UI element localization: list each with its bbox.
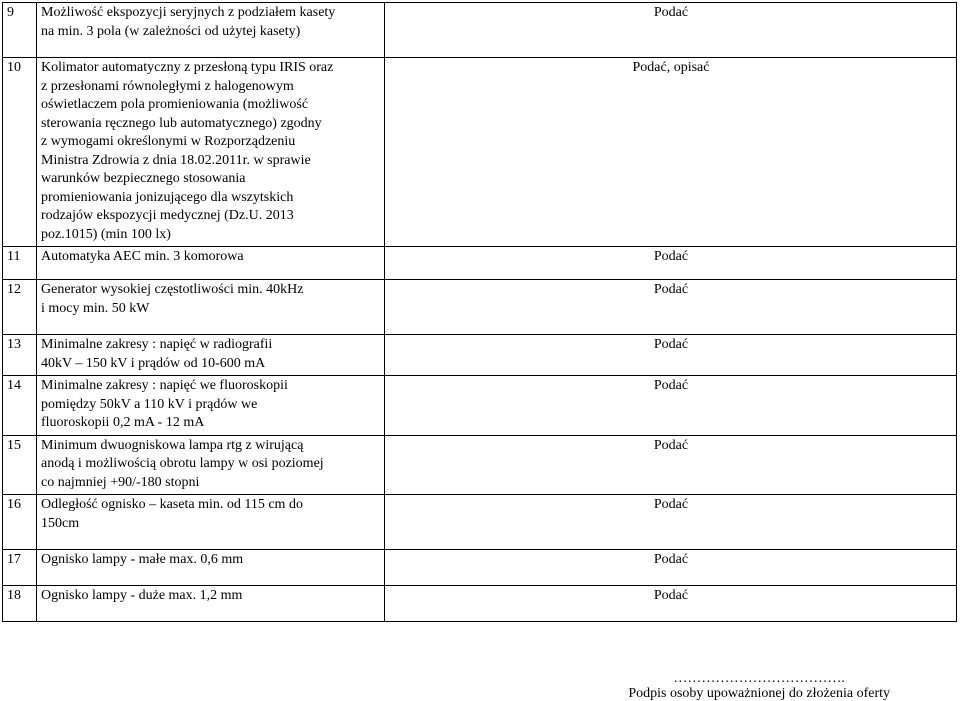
table-row bbox=[3, 550, 957, 586]
description-line: Ognisko lampy - duże max. 1,2 mm bbox=[41, 588, 243, 603]
row-description bbox=[37, 280, 385, 335]
row-description bbox=[37, 586, 385, 622]
row-requirement: Podać bbox=[385, 550, 957, 586]
description-line: Minimalne zakresy : napięć we fluoroskopii bbox=[41, 378, 288, 393]
row-description bbox=[37, 3, 385, 58]
description-line: anodą i możliwością obrotu lampy w osi poziomej bbox=[41, 456, 324, 471]
description-line: 40kV – 150 kV i prądów od 10-600 mA bbox=[41, 355, 266, 371]
description-line: co najmniej +90/-180 stopni bbox=[41, 474, 200, 490]
row-requirement: Podać bbox=[385, 247, 957, 280]
description-line: pomiędzy 50kV a 110 kV i prądów we bbox=[41, 396, 258, 412]
row-requirement: Podać bbox=[385, 435, 957, 495]
table-row bbox=[3, 435, 957, 495]
description-line: poz.1015) (min 100 lx) bbox=[41, 226, 171, 242]
description-line: Minimum dwuogniskowa lampa rtg z wirującą bbox=[41, 437, 304, 453]
row-requirement: Podać bbox=[385, 3, 957, 58]
row-requirement: Podać, opisać bbox=[385, 58, 957, 247]
description-line: z przesłonami równoległymi z halogenowym bbox=[41, 78, 294, 94]
description-line: na min. 3 pola (w zależności od użytej kasety) bbox=[41, 23, 301, 39]
row-description bbox=[37, 247, 385, 280]
row-number: 12 bbox=[3, 280, 37, 335]
row-number: 13 bbox=[3, 335, 37, 376]
row-description bbox=[37, 550, 385, 586]
table-row bbox=[3, 3, 957, 58]
table-row bbox=[3, 247, 957, 280]
table-row bbox=[3, 495, 957, 550]
description-line: 150cm bbox=[41, 515, 80, 531]
row-requirement: Podać bbox=[385, 335, 957, 376]
description-line: Ministra Zdrowia z dnia 18.02.2011r. w sprawie bbox=[41, 152, 311, 168]
row-number: 9 bbox=[3, 3, 37, 58]
row-description bbox=[37, 435, 385, 495]
specification-rows bbox=[3, 3, 957, 622]
row-description bbox=[37, 335, 385, 376]
description-line: Kolimator automatyczny z przesłoną typu IRIS oraz bbox=[41, 60, 334, 75]
description-line: Automatyka AEC min. 3 komorowa bbox=[41, 249, 244, 264]
table-row bbox=[3, 280, 957, 335]
row-number: 18 bbox=[3, 586, 37, 622]
row-number: 17 bbox=[3, 550, 37, 586]
description-line: Minimalne zakresy : napięć w radiografii bbox=[41, 337, 273, 352]
description-line: oświetlaczem pola promieniowania (możliwość bbox=[41, 97, 309, 112]
signature-label: Podpis osoby upoważnionej do złożenia oferty bbox=[628, 686, 890, 701]
row-number: 15 bbox=[3, 435, 37, 495]
description-line: fluoroskopii 0,2 mA - 12 mA bbox=[41, 415, 205, 430]
description-line: z wymogami określonymi w Rozporządzeniu bbox=[41, 134, 296, 149]
description-line: Ognisko lampy - małe max. 0,6 mm bbox=[41, 552, 244, 567]
signature-block bbox=[628, 671, 890, 701]
table-row bbox=[3, 586, 957, 622]
description-line: warunków bezpiecznego stosowania bbox=[41, 171, 246, 186]
table-row bbox=[3, 376, 957, 436]
description-line: rodzajów ekspozycji medycznej (Dz.U. 2013 bbox=[41, 208, 294, 223]
description-line: Możliwość ekspozycji seryjnych z podziałem kasety bbox=[41, 5, 336, 20]
row-description bbox=[37, 495, 385, 550]
signature-dots: ………………………………. bbox=[673, 671, 845, 686]
row-requirement: Podać bbox=[385, 280, 957, 335]
description-line: sterowania ręcznego lub automatycznego) zgodny bbox=[41, 115, 322, 131]
row-description bbox=[37, 376, 385, 436]
row-requirement: Podać bbox=[385, 586, 957, 622]
description-line: Odległość ognisko – kaseta min. od 115 cm do bbox=[41, 497, 303, 512]
row-requirement: Podać bbox=[385, 495, 957, 550]
description-line: promieniowania jonizującego dla wszytskich bbox=[41, 189, 294, 205]
row-requirement: Podać bbox=[385, 376, 957, 436]
row-number: 11 bbox=[3, 247, 37, 280]
specification-table bbox=[2, 2, 957, 622]
row-description bbox=[37, 58, 385, 247]
row-number: 16 bbox=[3, 495, 37, 550]
row-number: 14 bbox=[3, 376, 37, 436]
table-row bbox=[3, 58, 957, 247]
table-row bbox=[3, 335, 957, 376]
row-number: 10 bbox=[3, 58, 37, 247]
description-line: i mocy min. 50 kW bbox=[41, 300, 150, 316]
description-line: Generator wysokiej częstotliwości min. 40kHz bbox=[41, 282, 304, 297]
